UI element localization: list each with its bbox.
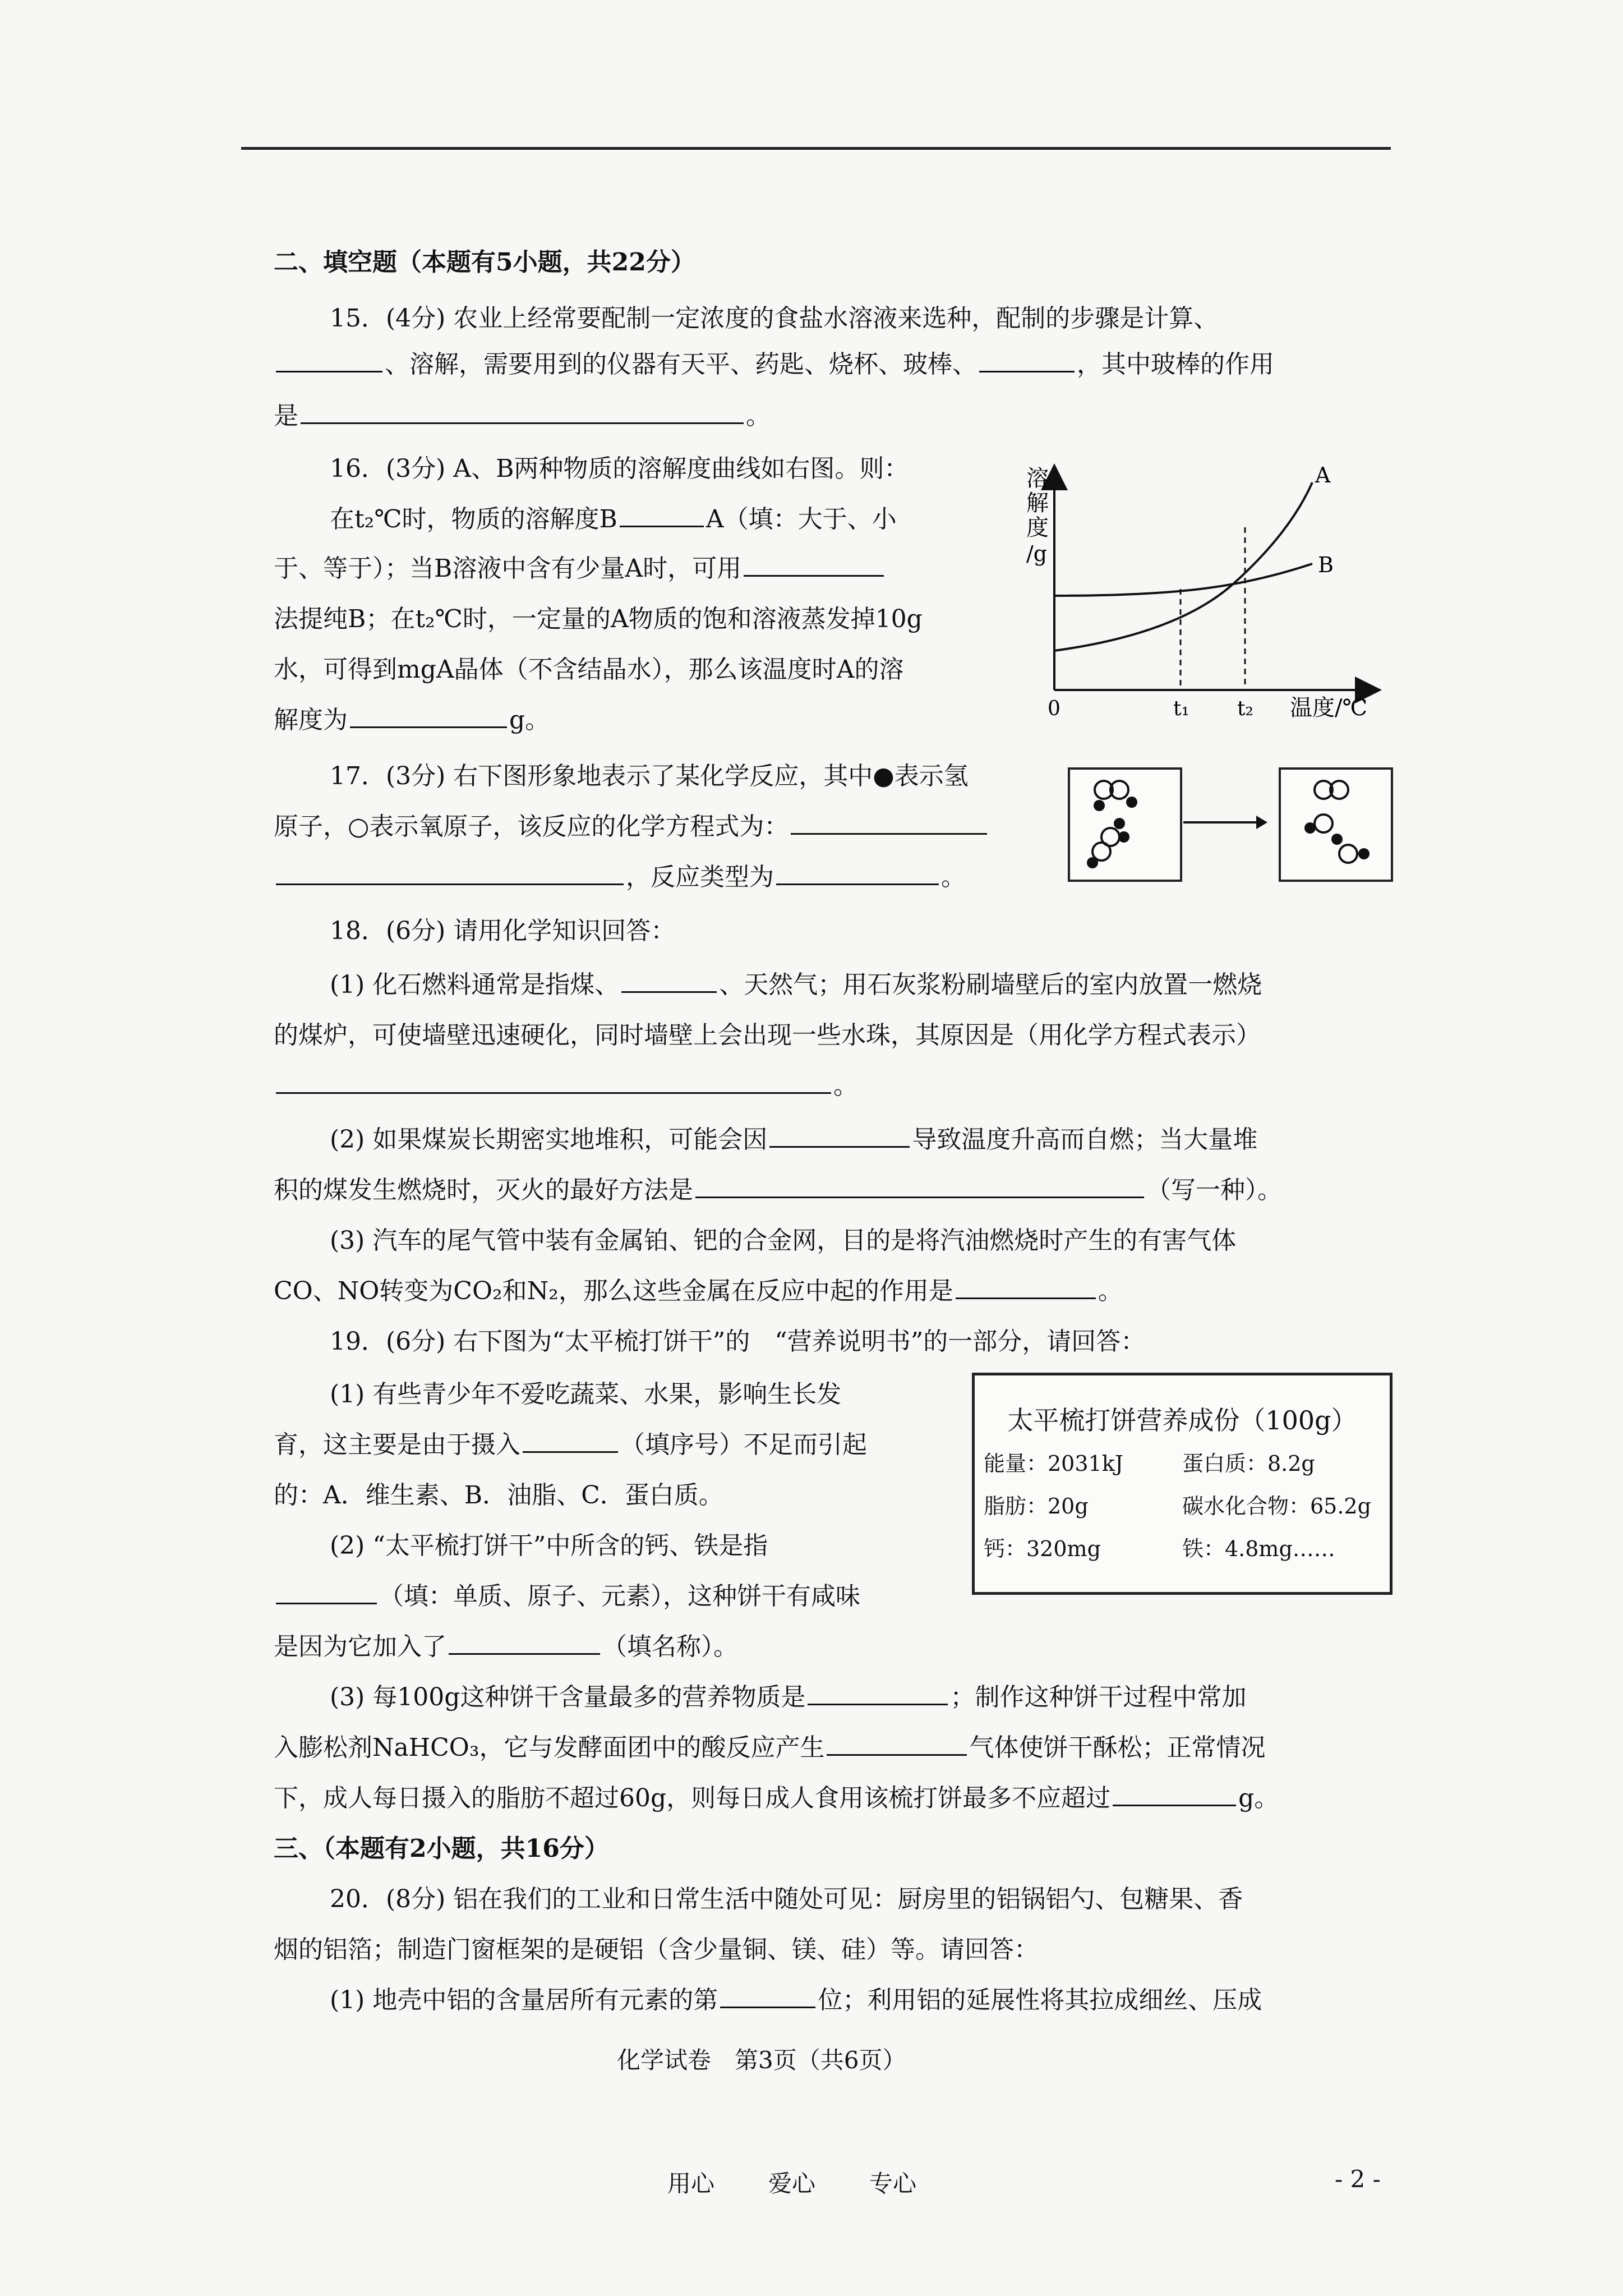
q18-line1: 18．(6分) 请用化学知识回答：	[330, 917, 676, 945]
nutrition-energy: 能量：2031kJ	[984, 1451, 1123, 1476]
q15-line2: 、溶解，需要用到的仪器有天平、药匙、烧杯、玻棒、 ，其中玻棒的作用	[274, 348, 1274, 381]
q19-blank-3[interactable]	[449, 1633, 600, 1655]
footer-motto-2: 爱心	[768, 2170, 816, 2197]
q19-p1-line1: (1) 有些青少年不爱吃蔬菜、水果，影响生长发	[330, 1380, 842, 1409]
q17-line2: 原子，○表示氧原子，该反应的化学方程式为：	[274, 810, 989, 844]
q18-p3-line1: (3) 汽车的尾气管中装有金属铂、钯的合金网，目的是将汽油燃烧时产生的有害气体	[330, 1226, 1237, 1255]
products-box	[1279, 767, 1393, 882]
nutrition-title: 太平梳打饼营养成份（100g）	[1007, 1405, 1357, 1435]
q18-blank-3[interactable]	[769, 1126, 910, 1148]
footer-motto-1: 用心	[667, 2170, 715, 2197]
q20-line3: (1) 地壳中铝的含量居所有元素的第 位；利用铝的延展性将其拉成细丝、压成	[330, 1986, 1262, 2014]
curve-b	[1054, 564, 1312, 596]
x-axis-label: 温度/℃	[1290, 695, 1368, 721]
nutrition-protein: 蛋白质：8.2g	[1182, 1451, 1315, 1476]
y-label-2: 解	[1026, 490, 1049, 516]
q19-blank-2[interactable]	[276, 1582, 377, 1604]
q19-blank-5[interactable]	[827, 1734, 967, 1756]
q16-line5: 水，可得到mgA晶体（不含结晶水），那么该温度时A的溶	[274, 655, 904, 684]
curve-a	[1054, 482, 1312, 651]
q19-p3-line2: 入膨松剂NaHCO₃，它与发酵面团中的酸反应产生 气体使饼干酥松；正常情况	[274, 1733, 1266, 1762]
q19-line1: 19．(6分) 右下图为“太平梳打饼干”的 “营养说明书”的一部分，请回答：	[330, 1327, 1146, 1356]
q19-p1-line3: 的：A．维生素、B．油脂、C．蛋白质。	[274, 1481, 723, 1510]
solubility-curve-graph	[1026, 463, 1391, 724]
t1-label: t₁	[1173, 697, 1189, 720]
q17-line3: ，反应类型为 。	[274, 861, 966, 894]
q16-line3: 于、等于）；当B溶液中含有少量A时，可用	[274, 552, 886, 586]
q20-line2: 烟的铝箔；制造门窗框架的是硬铝（含少量铜、镁、硅）等。请回答：	[274, 1935, 1039, 1964]
q16-line2: 在t₂℃时，物质的溶解度B A（填：大于、小	[330, 505, 897, 533]
reactant-molecules	[1070, 770, 1180, 880]
q19-blank-6[interactable]	[1113, 1784, 1236, 1806]
q18-p1-line3: 。	[274, 1069, 858, 1103]
section-2-title: 二、填空题（本题有5小题，共22分）	[274, 248, 695, 277]
q18-p1-line1: (1) 化石燃料通常是指煤、 、天然气；用石灰浆粉刷墙壁后的室内放置一燃烧	[330, 970, 1262, 999]
y-label-1: 溶	[1026, 466, 1049, 491]
q19-p2-line3: 是因为它加入了 （填名称）。	[274, 1632, 738, 1661]
q19-p1-line2: 育，这主要是由于摄入 （填序号）不足而引起	[274, 1430, 867, 1459]
q18-blank-4[interactable]	[695, 1176, 1144, 1198]
q16-line4: 法提纯B；在t₂℃时，一定量的A物质的饱和溶液蒸发掉10g	[274, 605, 923, 633]
q19-p3-line1: (3) 每100g这种饼干含量最多的营养物质是 ；制作这种饼干过程中常加	[330, 1683, 1247, 1711]
nutrition-iron: 铁：4.8mg……	[1182, 1536, 1335, 1561]
q18-p2-line2: 积的煤发生燃烧时，灭火的最好方法是 （写一种）。	[274, 1176, 1282, 1204]
q18-p1-line2: 的煤炉，可使墙壁迅速硬化，同时墙壁上会出现一些水珠，其原因是（用化学方程式表示）	[274, 1021, 1261, 1050]
y-label-3: 度	[1026, 515, 1049, 541]
nutrition-fat: 脂肪：20g	[984, 1494, 1089, 1519]
section-3-title: 三、（本题有2小题，共16分）	[274, 1834, 609, 1863]
nutrition-calcium: 钙：320mg	[984, 1536, 1101, 1561]
q18-blank-5[interactable]	[956, 1277, 1096, 1299]
q15-line1: 15．(4分) 农业上经常要配制一定浓度的食盐水溶液来选种，配制的步骤是计算、	[330, 304, 1219, 333]
q17-blank-2[interactable]	[276, 863, 624, 885]
q16-blank-1[interactable]	[620, 505, 704, 527]
q17-blank-1[interactable]	[791, 813, 987, 835]
q17-line1: 17．(3分) 右下图形象地表示了某化学反应，其中●表示氢	[330, 762, 969, 790]
curve-a-label: A	[1315, 463, 1331, 487]
header-rule	[241, 147, 1391, 150]
q18-p2-line1: (2) 如果煤炭长期密实地堆积，可能会因 导致温度升高而自燃；当大量堆	[330, 1125, 1258, 1154]
q16-blank-3[interactable]	[350, 706, 507, 728]
q18-p3-line2: CO、NO转变为CO₂和N₂，那么这些金属在反应中起的作用是 。	[274, 1277, 1123, 1305]
nutrition-facts-box	[972, 1373, 1393, 1595]
q16-line6: 解度为 g。	[274, 706, 550, 734]
q16-line1: 16．(3分) A、B两种物质的溶解度曲线如右图。则：	[330, 454, 909, 483]
product-molecules	[1281, 770, 1391, 880]
q19-p2-line2: （填：单质、原子、元素），这种饼干有咸味	[274, 1580, 860, 1613]
reactants-box	[1068, 767, 1182, 882]
page-number: - 2 -	[1335, 2165, 1381, 2193]
y-label-4: /g	[1026, 541, 1048, 566]
q19-p3-line3: 下，成人每日摄入的脂肪不超过60g，则每日成人食用该梳打饼最多不应超过 g。	[274, 1784, 1279, 1812]
reaction-arrow-icon	[1183, 811, 1267, 834]
exam-page-label: 化学试卷 第3页（共6页）	[617, 2046, 906, 2074]
q18-blank-2[interactable]	[276, 1072, 831, 1094]
nutrition-carbs: 碳水化合物：65.2g	[1182, 1494, 1371, 1519]
q20-line1: 20．(8分) 铝在我们的工业和日常生活中随处可见：厨房里的铝锅铝勺、包糖果、香	[330, 1885, 1243, 1913]
q19-blank-1[interactable]	[523, 1431, 618, 1453]
q19-blank-4[interactable]	[808, 1683, 948, 1705]
origin-label: 0	[1048, 697, 1061, 720]
q15-line3: 是 。	[274, 402, 771, 430]
q15-blank-3[interactable]	[301, 402, 744, 424]
q16-blank-2[interactable]	[744, 555, 884, 577]
curve-b-label: B	[1318, 553, 1334, 577]
footer-motto-3: 专心	[869, 2170, 917, 2197]
t2-label: t₂	[1237, 697, 1253, 720]
q18-blank-1[interactable]	[621, 971, 717, 993]
q17-blank-3[interactable]	[776, 863, 939, 885]
q15-blank-2[interactable]	[979, 351, 1075, 372]
q19-p2-line1: (2) “太平梳打饼干”中所含的钙、铁是指	[330, 1531, 768, 1560]
q15-blank-1[interactable]	[276, 351, 382, 372]
q20-blank-1[interactable]	[720, 1986, 815, 2008]
